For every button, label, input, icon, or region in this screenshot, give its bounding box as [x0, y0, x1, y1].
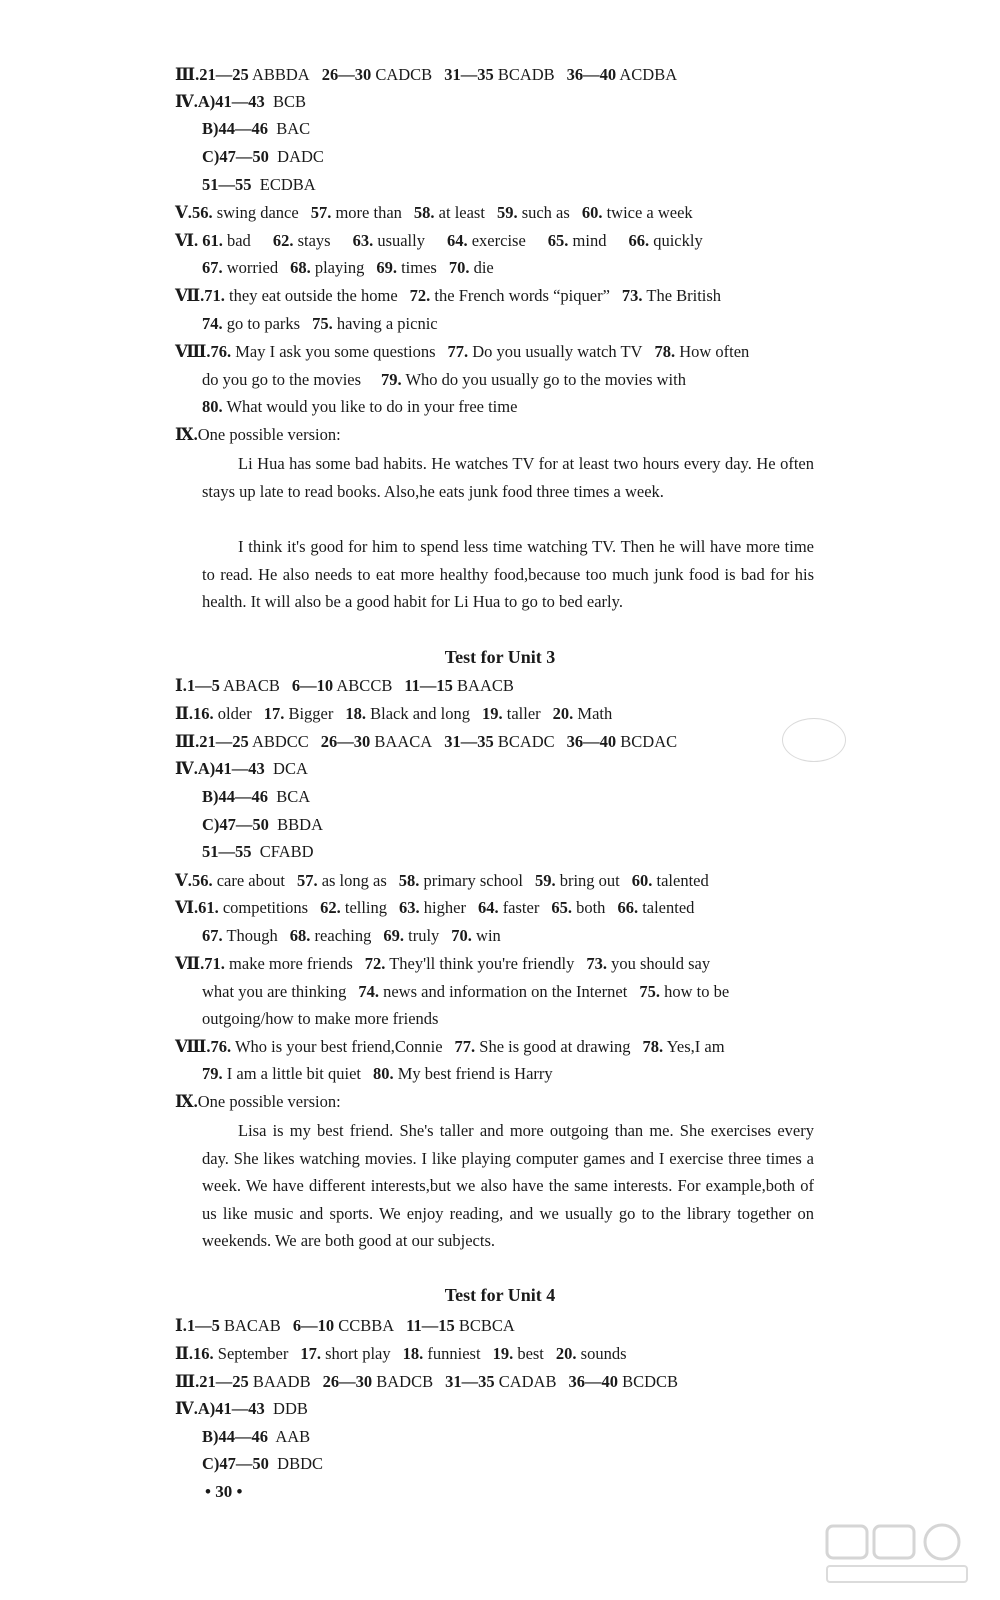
- answer-line: Ⅸ.One possible version:: [175, 425, 341, 444]
- answer-line: C)47—50 DBDC: [202, 1454, 324, 1473]
- answer-line: Ⅵ.61. competitions 62. telling 63. higher 64. faster 65. both 66. talented: [175, 898, 695, 917]
- page-number: • 30 •: [205, 1482, 243, 1501]
- answer-line: outgoing/how to make more friends: [202, 1009, 439, 1028]
- answer-line: 79. I am a little bit quiet 80. My best friend is Harry: [202, 1064, 553, 1083]
- section-title: Test for Unit 3: [444, 647, 556, 667]
- answer-line: 67. worried 68. playing 69. times 70. die: [202, 258, 494, 277]
- sample-essay-paragraph: Li Hua has some bad habits. He watches TV for at least two hours every day. He often stays up late to read books. Also,he eats junk food three times a week.: [202, 454, 814, 501]
- answer-line: Ⅰ.1—5 ABACB 6—10 ABCCB 11—15 BAACB: [175, 676, 514, 695]
- publisher-stamp: [782, 718, 846, 762]
- answer-line: C)47—50 BBDA: [202, 815, 324, 834]
- answer-line: Ⅴ.56. care about 57. as long as 58. primary school 59. bring out 60. talented: [175, 871, 709, 890]
- answer-line: B)44—46 AAB: [202, 1427, 311, 1446]
- answer-line: do you go to the movies 79. Who do you usually go to the movies with: [202, 370, 686, 389]
- answer-line: 74. go to parks 75. having a picnic: [202, 314, 438, 333]
- answer-line: Ⅶ.71. make more friends 72. They'll think you're friendly 73. you should say: [175, 954, 711, 973]
- watermark-logo: [822, 1518, 972, 1588]
- section-title: Test for Unit 4: [444, 1285, 556, 1305]
- answer-line: Ⅲ.21—25 BAADB 26—30 BADCB 31—35 CADAB 36—40 BCDCB: [175, 1372, 679, 1391]
- answer-line: Ⅶ.71. they eat outside the home 72. the French words “piquer” 73. The British: [175, 286, 722, 305]
- answer-line: 51—55 CFABD: [202, 842, 314, 861]
- answer-line: Ⅷ.76. May I ask you some questions 77. Do you usually watch TV 78. How often: [175, 342, 750, 361]
- answer-line: what you are thinking 74. news and information on the Internet 75. how to be: [202, 982, 730, 1001]
- answer-line: Ⅱ.16. older 17. Bigger 18. Black and long 19. taller 20. Math: [175, 704, 613, 723]
- answer-line: B)44—46 BAC: [202, 119, 311, 138]
- answer-line: Ⅳ.A)41—43 DDB: [175, 1399, 308, 1418]
- answer-line: B)44—46 BCA: [202, 787, 311, 806]
- answer-line: Ⅳ.A)41—43 BCB: [175, 92, 307, 111]
- answer-line: Ⅱ.16. September 17. short play 18. funniest 19. best 20. sounds: [175, 1344, 627, 1363]
- answer-line: Ⅵ. 61. bad 62. stays 63. usually 64. exercise 65. mind 66. quickly: [175, 231, 703, 250]
- answer-line: Ⅲ.21—25 ABDCC 26—30 BAACA 31—35 BCADC 36—40 BCDAC: [175, 732, 678, 751]
- sample-essay-paragraph: Lisa is my best friend. She's taller and more outgoing than me. She exercises every day. She likes watching movies. I like playing computer games and I exercise three times a week. We have different interests,but we also have the same interests. For example,both of us like music and sports. We enjoy reading, and we usually go to the library together on weekends. We are both good at our subjects.: [202, 1121, 814, 1250]
- answer-line: Ⅰ.1—5 BACAB 6—10 CCBBA 11—15 BCBCA: [175, 1316, 515, 1335]
- answer-line: 51—55 ECDBA: [202, 175, 316, 194]
- answer-line: Ⅸ.One possible version:: [175, 1092, 341, 1111]
- answer-line: Ⅴ.56. swing dance 57. more than 58. at least 59. such as 60. twice a week: [175, 203, 693, 222]
- answer-line: Ⅲ.21—25 ABBDA 26—30 CADCB 31—35 BCADB 36—40 ACDBA: [175, 65, 678, 84]
- sample-essay-paragraph: I think it's good for him to spend less time watching TV. Then he will have more time to read. He also needs to eat more healthy food,because too much junk food is bad for his health. It will also be a good habit for Li Hua to go to bed early.: [202, 537, 814, 611]
- answer-line: 67. Though 68. reaching 69. truly 70. win: [202, 926, 501, 945]
- answer-line: Ⅳ.A)41—43 DCA: [175, 759, 308, 778]
- answer-line: 80. What would you like to do in your free time: [202, 397, 518, 416]
- answer-line: C)47—50 DADC: [202, 147, 324, 166]
- answer-line: Ⅷ.76. Who is your best friend,Connie 77. She is good at drawing 78. Yes,I am: [175, 1037, 725, 1056]
